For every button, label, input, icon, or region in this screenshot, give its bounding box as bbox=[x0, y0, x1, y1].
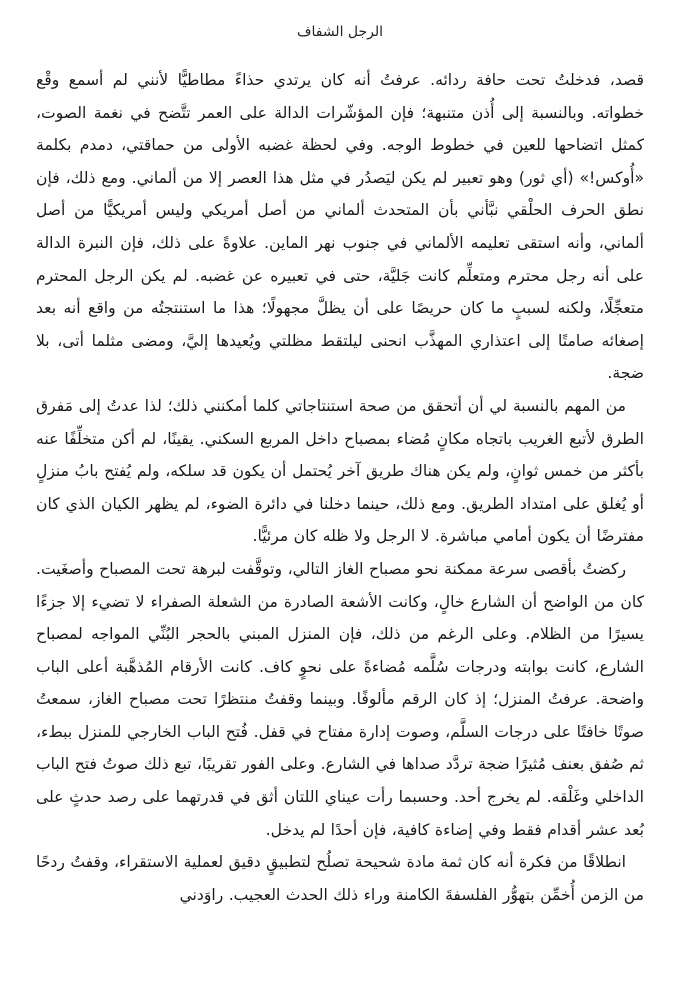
paragraph: من المهم بالنسبة لي أن أتحقق من صحة استنتاجاتي كلما أمكنني ذلك؛ لذا عدتُ إلى مَفرق الطرق لأتبع الغريب باتجاه مكانٍ مُضاء بمصباح داخل المربع السكني. يقينًا، لم أكن متخلِّفًا عنه بأكثر من خمس ثوانٍ، ولم يكن هناك طريق آخر يُحتمل أن يكون قد سلكه، ولم يُفتح بابُ منزلٍ أو يُغلق على امتداد الطريق. ومع ذلك، حينما دخلنا في دائرة الضوء، لم يظهر الكيان الذي كان مفترضًا أن يكون أمامي مباشرة. لا الرجل ولا ظله كان مرئيًّا. bbox=[36, 396, 644, 546]
body-text bbox=[36, 64, 644, 911]
running-header: الرجل الشفاف bbox=[296, 24, 384, 40]
paragraph: ركضتُ بأقصى سرعة ممكنة نحو مصباح الغاز التالي، وتوقَّفت لبرهة تحت المصباح وأصغَيت. كان من الواضح أن الشارع خالٍ، وكانت الأشعة الصادرة من الشعلة الصفراء لا تضيء إلا جزءًا يسيرًا من الظلام. وعلى الرغم من ذلك، فإن المنزل المبني بالحجر البُنِّي المواجه لمصباح الشارع، كانت بوابته ودرجات سُلَّمه مُضاءةً على نحوٍ كاف. كانت الأرقام المُذهَّبة أعلى الباب واضحة. عرفتُ المنزل؛ إذ كان الرقم مألوفًا. وبينما وقفتُ منتظرًا تحت مصباح الغاز، سمعتُ صوتًا خافتًا على درجات السلَّم، وصوت إدارة مفتاح في قفل. فُتح الباب الخارجي للمنزل ببطء، ثم صُفق بعنف مُثيرًا ضجة تردَّد صداها في الشارع. وعلى الفور تقريبًا، تبع ذلك صوتُ فتح الباب الداخلي وغَلْقه. لم يخرج أحد. وحسبما رأت عيناي اللتان أثق في قدرتهما على رصد حدثٍ على بُعد عشر أقدام فقط وفي إضاءة كافية، فإن أحدًا لم يدخل. bbox=[36, 559, 644, 839]
paragraph: قصد، فدخلتُ تحت حافة ردائه. عرفتُ أنه كان يرتدي حذاءً مطاطيًّا لأنني لم أسمع وقْع خطواته. وبالنسبة إلى أُذن متنبهة؛ فإن المؤشّرات الدالة على العمر تتَّضح في نغمة الصوت، كمثل اتضاحها للعين في خطوط الوجه. وفي لحظة غضبه الأولى من حماقتي، دمدم بكلمة «أُوكس!» (أي ثور) وهو تعبير لم يكن ليَصدُر في مثل هذا العصر إلا من ألماني. ومع ذلك، فإن نطق الحرف الحلْقي نبَّأني بأن المتحدث ألماني من أصل أمريكي وليس أمريكيًّا من أصل ألماني، وأنه استقى تعليمه الألماني في جنوب نهر الماين. علاوةً على ذلك، فإن النبرة الدالة على أنه رجل محترم ومتعلِّم كانت جَليَّة، حتى في تعبيره عن غضبه. لم يكن الرجل المحترم متعجِّلًا، ولكنه لسببٍ ما كان حريصًا على أن يظلَّ مجهولًا؛ هذا ما استنتجتُه من واقع أنه بعد إصغائه صامتًا إلى اعتذاري المهذَّب انحنى ليلتقط مظلتي ويُعيدها إليَّ، ومضى مثلما أتى، بلا ضجة. bbox=[36, 71, 644, 383]
paragraph: انطلاقًا من فكرة أنه كان ثمة مادة شحيحة تصلُح لتطبيقٍ دقيق لعملية الاستقراء، وقفتُ ردحًا من الزمن أُخمِّن بتهوُّر الفلسفةَ الكامنة وراء ذلك الحدث العجيب. راوَدني bbox=[36, 853, 644, 904]
